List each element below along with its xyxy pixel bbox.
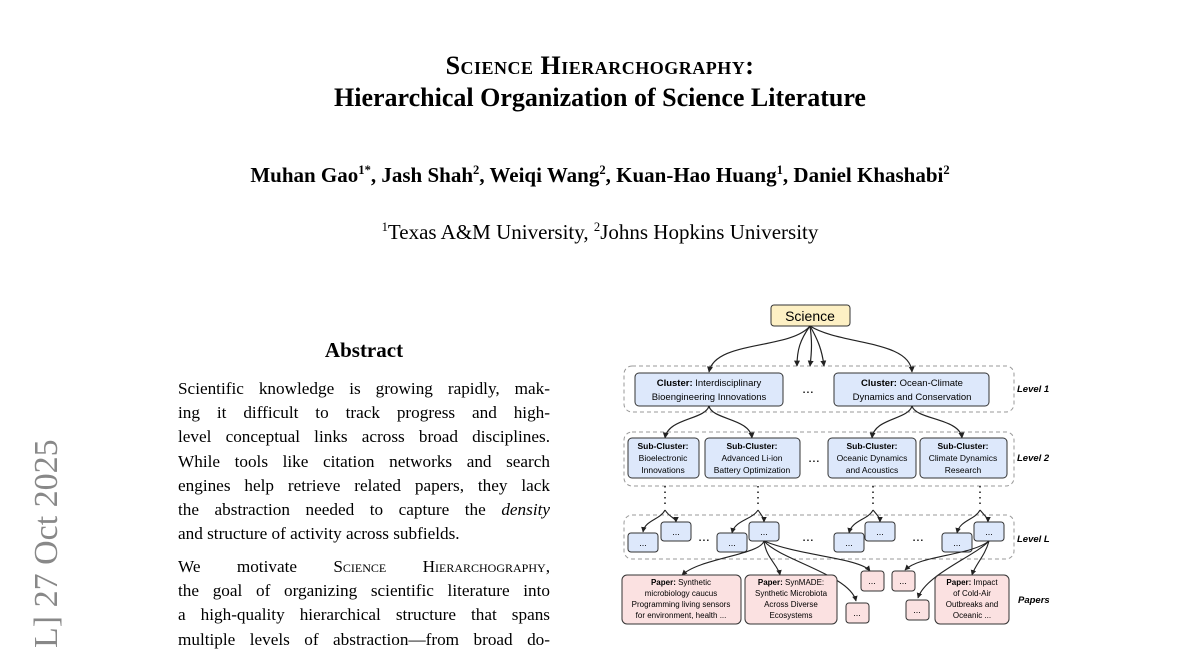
ellipsis: ...: [698, 528, 710, 544]
paper-line: Synthetic Microbiota: [754, 589, 828, 598]
abstract-line-with-emphasis: [178, 498, 550, 522]
paper-line: Outbreaks and: [945, 600, 999, 609]
subcluster-bold: Sub-Cluster:: [637, 441, 689, 451]
abstract-line: While tools like citation networks and search: [178, 451, 550, 471]
ellipsis: ...: [808, 449, 820, 465]
affil-sup: 2: [593, 220, 601, 234]
cluster-line: Ocean-Climate: [896, 378, 963, 389]
method-name: Science Hierarchography: [333, 557, 546, 576]
paper-line: Across Diverse: [764, 600, 818, 609]
paper-line: SynMADE:: [782, 578, 825, 587]
paper-line: microbiology caucus: [644, 589, 718, 598]
paper-text: [758, 578, 824, 587]
level-l-node-text: ...: [985, 527, 993, 537]
abstract-line-text: the abstraction needed to capture the: [178, 500, 486, 520]
cluster-bold: Cluster:: [656, 378, 693, 389]
abstract-heading: Abstract: [324, 338, 404, 362]
cluster-bold: Cluster:: [861, 378, 897, 389]
cluster-line: Interdisciplinary: [692, 378, 762, 389]
subcluster-line: Climate Dynamics: [928, 453, 998, 463]
abstract-paragraph-1: [178, 377, 550, 546]
ellipsis: ...: [912, 528, 924, 544]
abstract-line: multiple levels of abstraction—from broad do-: [178, 629, 550, 649]
emphasis-density: density: [501, 500, 551, 520]
level-l-node-text: ...: [672, 527, 680, 537]
abstract-text: We motivate: [178, 557, 334, 576]
abstract-line: ing it difficult to track progress and high-: [178, 403, 550, 423]
subcluster-bold: Sub-Cluster:: [937, 441, 989, 451]
hierarchy-figure: [612, 300, 1062, 635]
cluster-line-2: Bioengineering Innovations: [651, 392, 767, 403]
abstract-paragraph-2: [178, 555, 550, 652]
paper-small-text: ...: [868, 576, 876, 586]
paper-line: of Cold-Air: [953, 589, 991, 598]
paper-line: Impact: [971, 578, 998, 587]
author-name: Weiqi Wang: [489, 163, 600, 187]
subcluster-line: and Acoustics: [845, 465, 899, 475]
cluster-text: [861, 378, 963, 389]
affil-name: Texas A&M University: [387, 220, 584, 244]
author-name: Daniel Khashabi: [793, 163, 944, 187]
paper-line: Synthetic: [675, 578, 712, 587]
author-sup: 2: [473, 163, 480, 177]
subcluster-line: Oceanic Dynamics: [836, 453, 908, 463]
paper-small-text: ...: [913, 605, 921, 615]
level-label: Level 1: [1017, 384, 1050, 395]
abstract-line: level conceptual links across broad disciplines.: [178, 427, 550, 447]
paper-bold: Paper:: [650, 578, 676, 587]
cluster-text: [657, 378, 762, 389]
arxiv-stamp: L] 27 Oct 2025: [28, 439, 65, 648]
subcluster-line: Bioelectronic: [638, 453, 688, 463]
paper-line: for environment, health ...: [635, 611, 727, 620]
abstract-line: engines help retrieve related papers, they lack: [178, 475, 550, 495]
abstract-text: ,: [545, 557, 550, 576]
author-sup: 1: [776, 163, 783, 177]
subcluster-bold: Sub-Cluster:: [846, 441, 898, 451]
affiliations: $^1$Texas A&M University, $^2$Johns Hopkins University: [381, 220, 819, 244]
paper-line: Ecosystems: [769, 611, 813, 620]
abstract-line: a high-quality hierarchical structure that spans: [178, 605, 550, 625]
author-name: Kuan-Hao Huang: [616, 163, 777, 187]
paper-bold: Paper:: [757, 578, 783, 587]
title-line-1: Science Hierarchography:: [445, 51, 755, 80]
level-l-node-text: ...: [760, 527, 768, 537]
abstract-line: the goal of organizing scientific literature into: [178, 581, 550, 601]
paper-title: [0, 50, 1200, 114]
paper-small-text: ...: [853, 608, 861, 618]
paper-bold: Paper:: [946, 578, 972, 587]
level-label: Papers: [1018, 595, 1050, 606]
level-l-node-text: ...: [728, 538, 736, 548]
author-sup: 2: [599, 163, 606, 177]
subcluster-line: Battery Optimization: [713, 465, 791, 475]
ellipsis: ...: [802, 380, 814, 396]
level-l-node-text: ...: [639, 538, 647, 548]
abstract-line: Scientific knowledge is growing rapidly, mak-: [178, 379, 550, 398]
subcluster-line: Research: [944, 465, 982, 475]
ellipsis: ...: [802, 528, 814, 544]
level-label: Level L: [1017, 534, 1050, 545]
level-l-node-text: ...: [876, 527, 884, 537]
root-label: Science: [785, 308, 835, 324]
paper-line: Oceanic ...: [952, 611, 992, 620]
level-label: Level 2: [1017, 453, 1050, 464]
author-name: Muhan Gao: [250, 163, 359, 187]
subcluster-line: Innovations: [641, 465, 685, 475]
author-list: Muhan Gao$^{1*}$, Jash Shah$^2$, Weiqi Wang$^2$, Kuan-Hao Huang$^1$, Daniel Khashabi$^2$: [250, 163, 950, 187]
paper-text: [651, 578, 711, 587]
subcluster-bold: Sub-Cluster:: [726, 441, 778, 451]
affil-name: Johns Hopkins University: [600, 220, 819, 244]
level-l-node-text: ...: [845, 538, 853, 548]
title-line-2: Hierarchical Organization of Science Literature: [334, 83, 866, 112]
level-l-node-text: ...: [953, 538, 961, 548]
abstract-line-with-smallcaps: [178, 555, 550, 579]
author-sup: 1*: [358, 163, 371, 177]
paper-line: Programming living sensors: [631, 600, 731, 609]
author-sup: 2: [943, 163, 950, 177]
subcluster-line: Advanced Li-ion: [721, 453, 783, 463]
affil-sup: 1: [381, 220, 388, 234]
paper-text: [946, 578, 998, 587]
abstract-line: and structure of activity across subfields.: [178, 524, 460, 544]
paper-small-text: ...: [899, 576, 907, 586]
author-name: Jash Shah: [381, 163, 474, 187]
cluster-line-2: Dynamics and Conservation: [852, 392, 972, 403]
